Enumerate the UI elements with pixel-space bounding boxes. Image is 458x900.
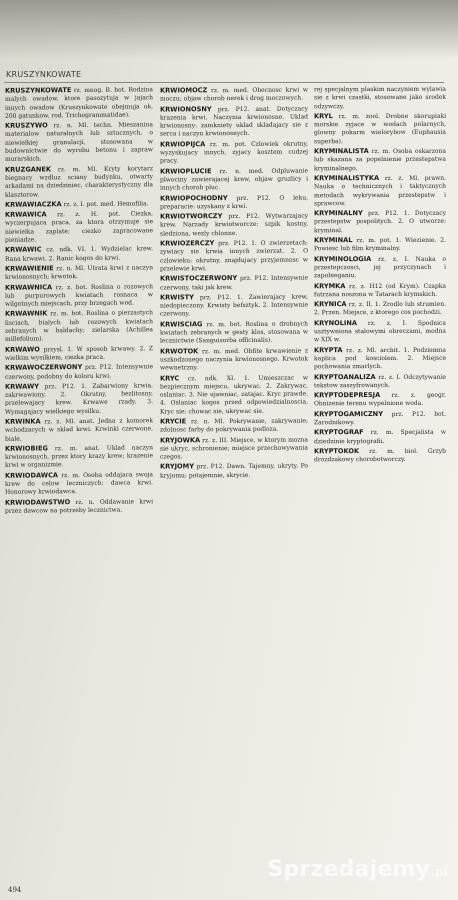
entry-headword: KRYMINALNY <box>314 209 363 218</box>
dictionary-entry <box>5 209 153 245</box>
entry-headword: KRUZGANEK <box>5 164 51 174</box>
entry-definition: rz. m. zool. Drobne skorupiaki morskie zyjace w wodach polarnych, glowny pokarm wielorybow (Euphausia superba). <box>314 112 446 146</box>
dictionary-entry <box>314 409 446 427</box>
entry-definition: rz. m. Specjalista w dziedzinie kryptografii. <box>314 429 446 445</box>
dictionary-entry <box>314 300 446 318</box>
entry-definition: rej specjalnym plaskim naczyniem wylawia sie z krwi czastki, stosowane jako srodek odzywczy. <box>314 85 446 110</box>
entry-headword: KRYPTODEPRESJA <box>314 391 381 400</box>
entry-headword: KRWINKA <box>5 417 41 426</box>
dictionary-entry <box>314 254 446 280</box>
column-right <box>314 86 446 886</box>
dictionary-entry <box>314 281 446 299</box>
entry-headword: KRWOTOK <box>160 346 199 356</box>
header-rule <box>4 82 444 83</box>
dictionary-entry <box>160 435 308 462</box>
entry-definition: prz. P12. 1. Zabarwiony krwia, zakrwawiony. 2. Okrutny, bezlitosny, przelewajacy krew. Krwawe rzady. 3. Wymagajacy wielkiego wysilku. <box>5 382 153 416</box>
entry-definition: rz. m. Ml. Kryty korytarz biegnacy wzdluz sciany budynku, otwarty arkadami na dziedziniec, charakterystyczny dla klasztorow. <box>5 164 153 199</box>
dictionary-entry <box>314 86 446 111</box>
dictionary-entry <box>314 174 446 209</box>
dictionary-entry <box>5 85 153 121</box>
entry-definition: rz. z. geogr. Obnizenie terenu wypelnione woda. <box>314 391 446 408</box>
dictionary-entry <box>314 318 446 344</box>
entry-headword: KRWISCIAG <box>160 319 203 329</box>
dictionary-entry <box>160 85 308 104</box>
dictionary-entry <box>314 112 446 147</box>
dictionary-entry <box>160 274 308 293</box>
entry-headword: KRYL <box>314 112 333 121</box>
dictionary-entry <box>160 416 308 435</box>
entry-headword: KRWIOPIJCA <box>160 139 206 149</box>
entry-headword: KRYPTA <box>314 345 343 354</box>
dictionary-entry <box>5 470 153 497</box>
dictionary-entry <box>5 381 153 417</box>
entry-headword: KRUSZYNKOWATE <box>5 86 72 95</box>
entry-headword: KRYJOWKA <box>160 435 201 445</box>
dictionary-entry <box>314 428 446 446</box>
entry-headword: KRWAWO <box>5 345 40 354</box>
entry-headword: KRYJOMY <box>160 462 194 471</box>
dictionary-entry <box>5 120 153 164</box>
dictionary-entry <box>5 263 153 282</box>
entry-definition: cz. ndk. VI. 1. Wydzielac krew. Rana krwawi. 2. Ranic kogos do krwi. <box>5 245 153 263</box>
entry-headword: KRWAWOCZERWONY <box>5 363 83 372</box>
dictionary-entry <box>160 373 308 417</box>
dictionary-entry <box>5 309 153 345</box>
dictionary-entry <box>314 209 446 235</box>
watermark-text: Sprzedajemy <box>267 857 431 882</box>
entry-definition: rz. z. Ml. prawn. Nauka o technicznych i taktycznych metodach wykrywania przestepstw i sprawcow. <box>314 174 446 208</box>
entry-headword: KRYPTOANALIZA <box>314 372 376 381</box>
entry-headword: KRWISTOCZERWONY <box>160 274 238 283</box>
entry-definition: cz. ndk. XI. 1. Umieszczac w bezpiecznym miejscu, ukrywac. 2. Zakrywac, oslaniac. 3. Nie ujawniac, zatajac. Kryc prawde. 4. Oslaniac kogos przed odpowiedzialnoscia. Kryc sie: chowac sie, ukrywac sie. <box>160 373 308 416</box>
dictionary-entry <box>160 239 308 274</box>
dictionary-entry <box>160 104 308 139</box>
dictionary-entry <box>5 362 153 381</box>
dictionary-entry <box>160 292 308 319</box>
entry-definition: rz. z. H. pot. Ciezka, wyczerpujaca praca, za ktora otrzymuje sie niewielka zaplate; ciezko zapracowane pieniadze. <box>5 210 153 244</box>
dictionary-entry <box>5 443 153 470</box>
entry-headword: KRUSZYWO <box>5 121 48 130</box>
entry-headword: KRYMINALISTYKA <box>314 173 380 183</box>
entry-definition: rz. m. pot. 1. Wiezienie. 2. Powiesc lub film kryminalny. <box>314 236 446 253</box>
entry-definition: rz. z. H12 (od Krym). Czapka futrzana noszona w Tatarach krymskich. <box>314 282 446 299</box>
entry-definition: prz. P12. Dawn. Tajemny, ukryty. Po kryjomu: potajemnie, skrycie. <box>160 462 308 480</box>
entry-headword: KRYMKA <box>314 281 346 290</box>
entry-headword: KRWAWNICA <box>5 282 53 292</box>
entry-definition: prz. P12. Intensywnie czerwony, taki jak krew. <box>160 274 308 292</box>
entry-definition: rz. m. bot. Roslina o drobnych kwiatach zebranych w gesty klos, stosowana w lecznictwie (Sanguisorba officinalis). <box>160 320 308 345</box>
dictionary-entry <box>314 391 446 409</box>
entry-headword: KRWIOPLUCIE <box>160 166 212 176</box>
entry-definition: rz. m. med. Obecnosc krwi w moczu; objaw chorob nerek i drog moczowych. <box>160 86 308 103</box>
entry-definition: rz. n. Oddawanie krwi przez dawcow na potrzeby lecznictwa. <box>5 497 153 515</box>
entry-headword: KRWIOPOCHODNY <box>160 193 228 203</box>
entry-headword: KRWAWICA <box>5 210 47 219</box>
entry-headword: KRYNOLINA <box>314 318 358 327</box>
entry-headword: KRYMINALISTA <box>314 147 369 156</box>
entry-definition: rz. m. med. Obfite krwawienie z uszkodzonego naczynia krwionosnego. Krwotok wewnetrzny. <box>160 347 308 372</box>
entry-headword: KRYC <box>160 373 180 383</box>
entry-headword: KRWIOTWORCZY <box>160 212 223 221</box>
dictionary-entry <box>5 164 153 200</box>
column-middle <box>160 85 308 886</box>
entry-headword: KRYPTOKOK <box>314 446 360 456</box>
entry-headword: KRWIOBIEG <box>5 444 48 453</box>
dictionary-entry <box>314 372 446 390</box>
entry-headword: KRYPTOGRAF <box>314 428 364 437</box>
entry-definition: rz. z. I. Odczytywanie tekstow zaszyfrowanych. <box>314 373 446 390</box>
entry-headword: KRWAWIACZKA <box>5 200 62 209</box>
entry-definition: prz. P12. 1. Zawierajacy krew, niedopieczony. Krwisty befsztyk. 2. Intensywnie czerwony. <box>160 293 308 318</box>
dictionary-entry <box>5 416 153 443</box>
dictionary-entry <box>160 319 308 346</box>
dictionary-entry <box>5 245 153 264</box>
entry-headword: KRWAWNIK <box>5 309 48 319</box>
entry-headword: KRYMINOLOGIA <box>314 254 372 263</box>
entry-definition: rz. z. Ml. anat. Jedna z komorek wchodzacych w sklad krwi. Krwinki czerwone, biale. <box>5 417 153 443</box>
entry-definition: rz. mnog. B. bot. Rodzina malych owadow, ktore pasozytuja w jajach innych owadow (Kruszynkowate obejmuja ok. 200 gatunkow, rod. Trichogrammatidae). <box>5 86 153 120</box>
dictionary-entry <box>160 462 308 481</box>
entry-headword: KRWIODAWSTWO <box>5 497 71 507</box>
dictionary-entry <box>5 282 153 309</box>
entry-definition: rz. z. I. pot. med. Hemofilia. <box>63 200 149 209</box>
entry-definition: rz. n. Ml. techn. Mieszanina materialow naturalnych lub sztucznych, o niewielkiej granulacji, stosowana w budownictwie do wyrobu betonu i zapraw murarskich. <box>5 121 153 164</box>
entry-definition: prz. P12. Intensywnie czerwony, podobny do koloru krwi. <box>5 363 153 381</box>
entry-headword: KRWIODAWCA <box>5 470 59 480</box>
page-top-shadow <box>0 0 458 60</box>
dictionary-entry <box>5 199 153 210</box>
entry-definition: rz. z. Ml. archit. 1. Podziemna kaplica pod kosciolem. 2. Miejsce pochowania zmarlych. <box>314 346 446 371</box>
entry-definition: rz. z. II. 1. Zrodlo lub strumien. 2. Przen. Miejsce, z ktorego cos pochodzi. <box>314 300 446 317</box>
watermark-suffix: .pl <box>430 865 448 879</box>
entry-definition: rz. z. III. Miejsce, w ktorym mozna sie ukryc, schronienie; miejsce przechowywania czegos. <box>160 436 308 461</box>
entry-definition: rz. m. anat. Uklad naczyn krwionosnych, przez ktory krazy krew; krazenie krwi w organizmie. <box>5 444 153 470</box>
entry-headword: KRWAWIENIE <box>5 264 54 273</box>
entry-headword: KRYNICA <box>314 300 347 309</box>
entry-headword: KRYMINAL <box>314 236 353 245</box>
dictionary-entry <box>160 166 308 193</box>
entry-definition: rz. n. Ml. Utrata krwi z naczyn krwionosnych; krwotok. <box>5 264 153 282</box>
entry-definition: prz. P12. bot. Zarodnikowy. <box>314 410 446 427</box>
entry-definition: rz. m. bot. Roslina o pierzastych lisciach, bialych lub rozowych kwiatach zebranych w baldachy; zielarska (Achillea millefolium). <box>5 309 153 344</box>
entry-headword: KRWISTY <box>160 293 194 302</box>
entry-headword: KRWIOMOCZ <box>160 86 208 95</box>
entry-headword: KRWIONOSNY <box>160 104 212 114</box>
dictionary-entry <box>314 236 446 254</box>
entry-definition: rz. z. I. Spodnica usztywniona stalowymi obreczami, modna w XIX w. <box>314 319 446 344</box>
entry-definition: rz. m. Osoba oskarzona lub skazana za popelnienie przestepstwa kryminalnego. <box>314 147 446 172</box>
entry-definition: przysl. 1. W sposob krwawy. 2. Z wielkim wysilkiem, ciezka praca. <box>5 344 153 362</box>
entry-definition: rz. z. I. Nauka o przestepczosci, jej przyczynach i zapobieganiu. <box>314 255 446 280</box>
column-left <box>5 85 153 887</box>
entry-definition: prz. P12. O leku, preparacie: uzyskany z krwi. <box>160 194 308 211</box>
entry-definition: rz. m. Osoba oddajaca swoja krew do celow leczniczych; dawca krwi. Honorowy krwiodawca. <box>5 470 153 497</box>
entry-headword: KRWAWY <box>5 382 40 391</box>
dictionary-entry <box>160 193 308 212</box>
entry-definition: rz. m. biol. Grzyb drozdzakowy chorobotworczy. <box>314 447 446 464</box>
entry-definition: prz. P12. anat. Dotyczacy krazenia krwi. Naczynia krwionosne. Uklad krwionosny: zamkniety uklad skladajacy sie z serca i naczyn krwionosnych. <box>160 105 308 139</box>
dictionary-entry <box>314 147 446 173</box>
watermark-logo <box>267 857 448 882</box>
dictionary-entry <box>160 346 308 373</box>
entry-definition: rz. z. bot. Roslina o rozowych lub purpurowych kwiatach rosnaca w wilgotnych miejscach, przy brzegach wod. <box>5 282 153 308</box>
page-number: 494 <box>8 886 22 894</box>
dictionary-entry <box>160 139 308 166</box>
dictionary-entry <box>314 447 446 465</box>
entry-definition: prz. P12. Wytwarzajacy krew. Narzady krwiotworcze: szpik kostny, sledziona, wezly chlonne. <box>160 212 308 238</box>
entry-headword: KRYPTOGAMICZNY <box>314 409 383 418</box>
entry-headword: KRYCIE <box>160 417 187 426</box>
dictionary-entry <box>314 345 446 371</box>
entry-definition: prz. P12. 1. Dotyczacy przestepstw pospolitych. 2. O utworze: kryminal. <box>314 209 446 234</box>
dictionary-entry <box>160 212 308 239</box>
entry-definition: rz. n. Ml. Pokrywanie, zakrywanie; zdolnosc farby do pokrywania podloza. <box>160 417 308 434</box>
entry-headword: KRWIOZERCZY <box>160 239 215 248</box>
entry-definition: rz. n. med. Odpluwanie plwociny zawierajacej krew, objaw gruzlicy i innych chorob pluc. <box>160 167 308 192</box>
dictionary-entry <box>5 497 153 516</box>
dictionary-entry <box>5 344 153 363</box>
entry-definition: prz. P12. 1. O zwierzetach: zywiacy sie krwia innych zwierzat. 2. O czlowieku: okrutny, znajdujacy przyjemnosc w przelewie krwi. <box>160 239 308 273</box>
running-head: KRUSZYNKOWATE <box>6 70 82 79</box>
entry-headword: KRWAWIC <box>5 245 42 255</box>
entry-definition: rz. m. pot. Czlowiek okrutny, wyzyskujacy innych, zyjacy kosztem cudzej pracy. <box>160 140 308 165</box>
